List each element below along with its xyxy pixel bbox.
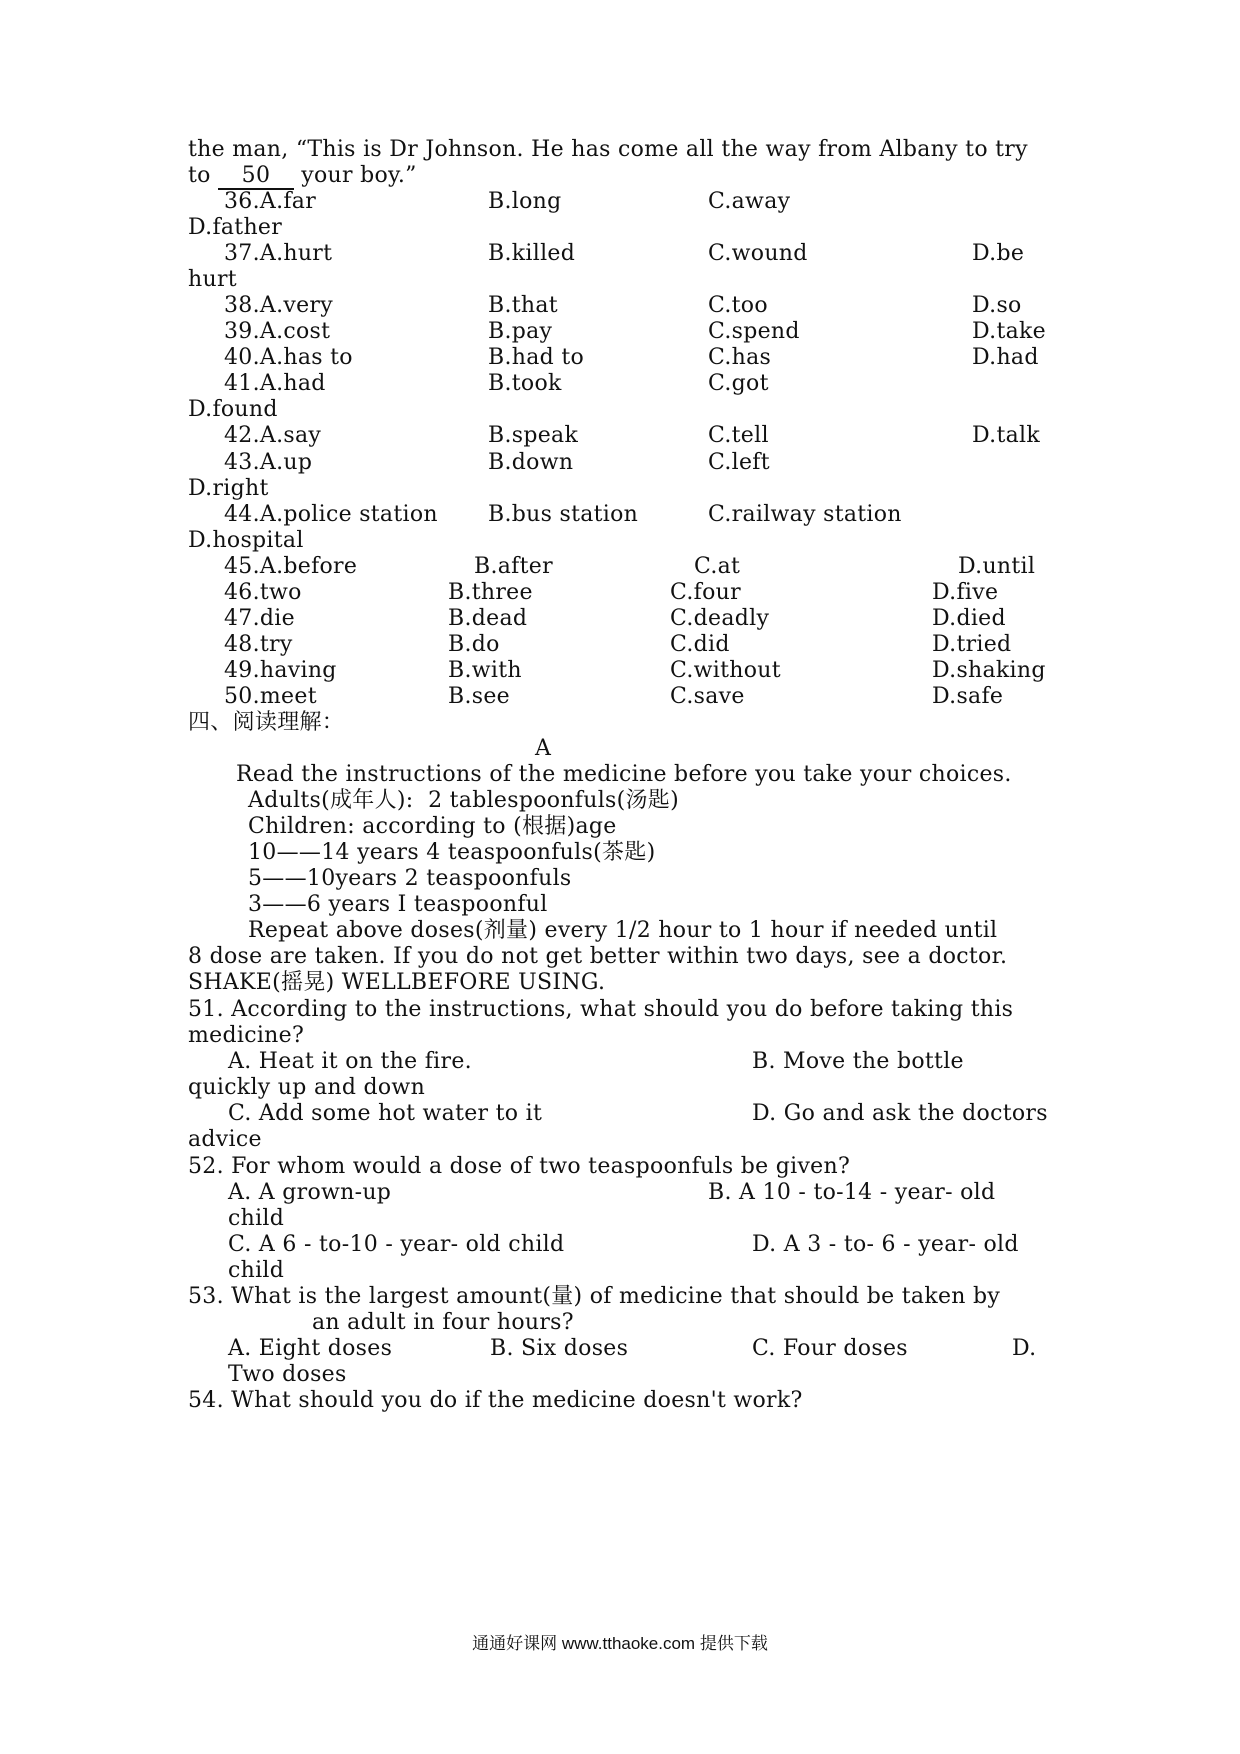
- q54-stem: 54. What should you do if the medicine doesn't work?: [188, 1388, 803, 1413]
- q41-option-b: B.took: [488, 371, 562, 396]
- q46-option-b: B.three: [448, 580, 533, 605]
- passage-line: the man, “This is Dr Johnson. He has come all the way from Albany to try: [188, 137, 1028, 162]
- q50-option-a: 50.meet: [224, 684, 317, 709]
- q38-option-a: 38.A.very: [224, 293, 333, 318]
- q40-option-d: D.had: [972, 345, 1039, 370]
- q51-option-a: A. Heat it on the fire.: [228, 1049, 472, 1074]
- instructions-adults: Adults(成年人): 2 tablespoonfuls(汤匙): [248, 788, 679, 813]
- q37-option-b: B.killed: [488, 241, 576, 266]
- q53-stem: 53. What is the largest amount(量) of medicine that should be taken by: [188, 1284, 1001, 1309]
- q45-option-c: C.at: [694, 554, 741, 579]
- q42-option-c: C.tell: [708, 423, 769, 448]
- instructions-intro: Read the instructions of the medicine before you take your choices.: [236, 762, 1012, 787]
- q43-option-d: D.right: [188, 476, 269, 501]
- q37-option-c: C.wound: [708, 241, 808, 266]
- q41-option-a: 41.A.had: [224, 371, 326, 396]
- q40-option-a: 40.A.has to: [224, 345, 353, 370]
- q48-option-a: 48.try: [224, 632, 293, 657]
- section-heading: 四、阅读理解：: [188, 710, 345, 735]
- q51-stem: 51. According to the instructions, what should you do before taking this: [188, 997, 1014, 1022]
- q52-option-d: D. A 3 - to- 6 - year- old: [752, 1232, 1019, 1257]
- q36-option-d: D.father: [188, 215, 283, 240]
- q45-option-b: B.after: [474, 554, 553, 579]
- q53-option-c: C. Four doses: [752, 1336, 908, 1361]
- q43-option-a: 43.A.up: [224, 450, 313, 475]
- q48-option-c: C.did: [670, 632, 730, 657]
- q52-option-c: C. A 6 - to-10 - year- old child: [228, 1232, 565, 1257]
- q52-option-b-wrap: child: [228, 1206, 285, 1231]
- q36-option-c: C.away: [708, 189, 791, 214]
- instructions-children: Children: according to (根据)age: [248, 814, 617, 839]
- q52-option-b: B. A 10 - to-14 - year- old: [708, 1180, 996, 1205]
- q51-option-b-wrap: quickly up and down: [188, 1075, 426, 1100]
- q36-option-b: B.long: [488, 189, 562, 214]
- instructions-age-5-10: 5——10years 2 teaspoonfuls: [248, 866, 572, 891]
- q42-option-a: 42.A.say: [224, 423, 322, 448]
- q44-option-d: D.hospital: [188, 528, 304, 553]
- q43-option-b: B.down: [488, 450, 574, 475]
- passage-label: A: [535, 736, 552, 761]
- q39-option-b: B.pay: [488, 319, 553, 344]
- q45-option-a: 45.A.before: [224, 554, 358, 579]
- q48-option-d: D.tried: [932, 632, 1012, 657]
- q41-option-c: C.got: [708, 371, 769, 396]
- q41-option-d: D.found: [188, 397, 278, 422]
- q47-option-a: 47.die: [224, 606, 295, 631]
- q44-option-c: C.railway station: [708, 502, 902, 527]
- q38-option-d: D.so: [972, 293, 1022, 318]
- q39-option-a: 39.A.cost: [224, 319, 331, 344]
- q52-stem: 52. For whom would a dose of two teaspoonfuls be given?: [188, 1154, 851, 1179]
- q48-option-b: B.do: [448, 632, 500, 657]
- page-footer: 通通好课网 www.tthaoke.com 提供下载: [472, 1634, 768, 1653]
- passage-line-with-blank: [188, 161, 417, 190]
- q46-option-d: D.five: [932, 580, 999, 605]
- q51-stem-cont: medicine?: [188, 1023, 305, 1048]
- q51-option-b: B. Move the bottle: [752, 1049, 964, 1074]
- q40-option-b: B.had to: [488, 345, 585, 370]
- q36-option-a: 36.A.far: [224, 189, 317, 214]
- q39-option-d: D.take: [972, 319, 1046, 344]
- instructions-shake: SHAKE(摇晃) WELLBEFORE USING.: [188, 970, 606, 995]
- q53-option-d-wrap: Two doses: [228, 1362, 347, 1387]
- q37-option-a: 37.A.hurt: [224, 241, 333, 266]
- q46-option-c: C.four: [670, 580, 741, 605]
- q39-option-c: C.spend: [708, 319, 800, 344]
- q38-option-b: B.that: [488, 293, 558, 318]
- instructions-age-10-14: 10——14 years 4 teaspoonfuls(茶匙): [248, 840, 656, 865]
- q44-option-b: B.bus station: [488, 502, 639, 527]
- q50-option-d: D.safe: [932, 684, 1004, 709]
- blank-50: 50: [218, 164, 294, 190]
- q49-option-c: C.without: [670, 658, 781, 683]
- q47-option-d: D.died: [932, 606, 1006, 631]
- q50-option-c: C.save: [670, 684, 745, 709]
- q37-option-d-wrap: hurt: [188, 267, 237, 292]
- q49-option-d: D.shaking: [932, 658, 1046, 683]
- q44-option-a: 44.A.police station: [224, 502, 438, 527]
- q50-option-b: B.see: [448, 684, 510, 709]
- q49-option-b: B.with: [448, 658, 522, 683]
- q53-option-a: A. Eight doses: [228, 1336, 393, 1361]
- q40-option-c: C.has: [708, 345, 772, 370]
- q53-stem-cont: an adult in four hours?: [312, 1310, 574, 1335]
- q45-option-d: D.until: [958, 554, 1036, 579]
- q42-option-b: B.speak: [488, 423, 579, 448]
- q47-option-b: B.dead: [448, 606, 528, 631]
- q38-option-c: C.too: [708, 293, 768, 318]
- instructions-repeat: Repeat above doses(剂量) every 1/2 hour to 1 hour if needed until: [248, 918, 998, 943]
- instructions-repeat-cont: 8 dose are taken. If you do not get better within two days, see a doctor.: [188, 944, 1008, 969]
- passage-text: to: [188, 163, 218, 188]
- q46-option-a: 46.two: [224, 580, 302, 605]
- instructions-age-3-6: 3——6 years I teaspoonful: [248, 892, 548, 917]
- q47-option-c: C.deadly: [670, 606, 770, 631]
- q51-option-c: C. Add some hot water to it: [228, 1101, 543, 1126]
- q51-option-d: D. Go and ask the doctors: [752, 1101, 1048, 1126]
- passage-text: your boy.”: [293, 163, 417, 188]
- q52-option-a: A. A grown-up: [228, 1180, 392, 1205]
- q53-option-b: B. Six doses: [490, 1336, 629, 1361]
- q53-option-d: D.: [1012, 1336, 1037, 1361]
- q52-option-d-wrap: child: [228, 1258, 285, 1283]
- q51-option-d-wrap: advice: [188, 1127, 262, 1152]
- q49-option-a: 49.having: [224, 658, 337, 683]
- q42-option-d: D.talk: [972, 423, 1040, 448]
- q37-option-d: D.be: [972, 241, 1025, 266]
- q43-option-c: C.left: [708, 450, 770, 475]
